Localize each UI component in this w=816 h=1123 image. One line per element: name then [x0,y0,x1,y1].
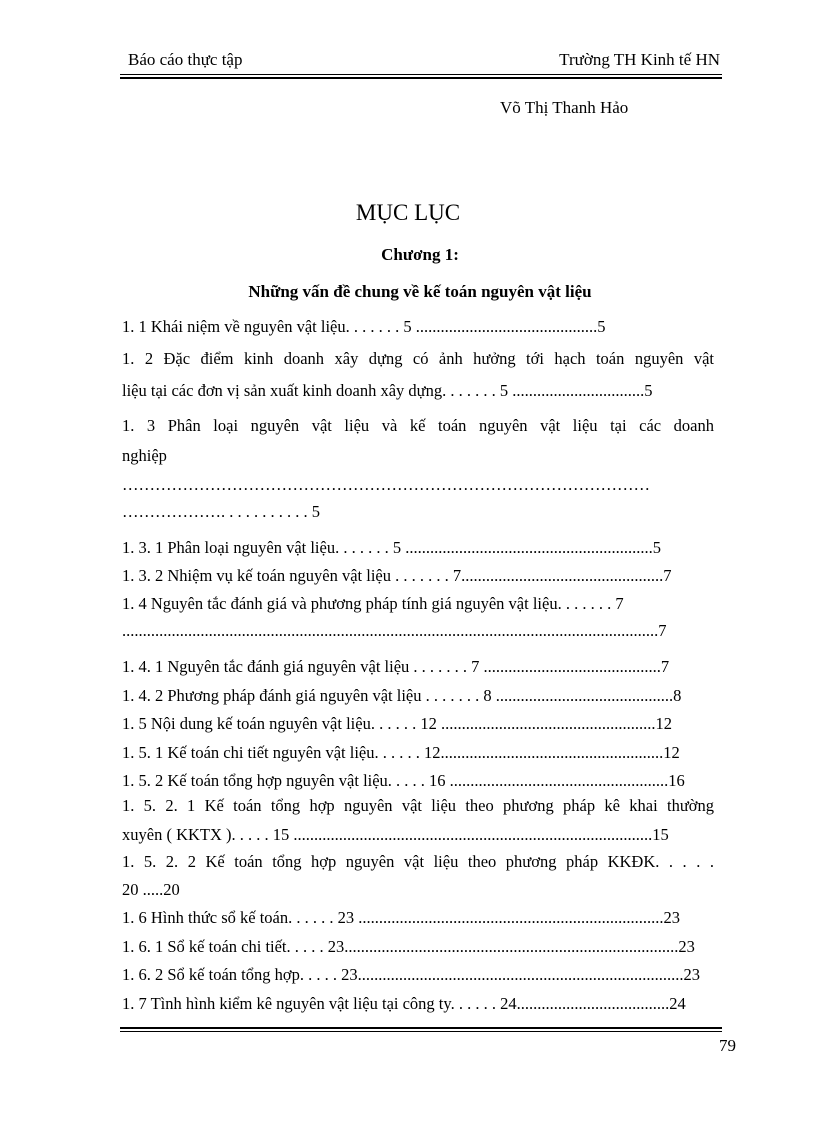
header-left: Báo cáo thực tập [128,50,243,69]
toc-entry: 1. 2 Đặc điểm kinh doanh xây dựng có ảnh hưởng tới hạch toán nguyên vật [122,349,714,368]
toc-entry: 1. 4 Nguyên tắc đánh giá và phương pháp tính giá nguyên vật liệu. . . . . . . 7 [122,594,624,613]
toc-entry: 1. 3. 2 Nhiệm vụ kế toán nguyên vật liệu . . . . . . . 7.................................................7 [122,566,672,585]
toc-entry: 1. 5. 2. 2 Kế toán tổng hợp nguyên vật liệu theo phương pháp KKĐK. . . . . [122,852,714,871]
toc-entry: 1. 7 Tình hình kiểm kê nguyên vật liệu tại công ty. . . . . . 24.....................................24 [122,994,686,1013]
toc-entry: 1. 5. 1 Kế toán chi tiết nguyên vật liệu. . . . . . 12......................................................12 [122,743,680,762]
toc-entry: 20 .....20 [122,880,180,899]
toc-entry: 1. 4. 1 Nguyên tắc đánh giá nguyên vật liệu . . . . . . . 7 ...........................................7 [122,657,670,676]
toc-entry: 1. 5. 2 Kế toán tổng hợp nguyên vật liệu. . . . . 16 .....................................................16 [122,771,685,790]
chapter-heading: Chương 1: [381,245,459,264]
toc-entry: 1. 4. 2 Phương pháp đánh giá nguyên vật liệu . . . . . . . 8 ...........................................8 [122,686,682,705]
toc-entry: 1. 3 Phân loại nguyên vật liệu và kế toán nguyên vật liệu tại các doanh [122,416,714,435]
toc-entry: ………………. . . . . . . . . . . 5 [122,502,320,521]
toc-entry: 1. 3. 1 Phân loại nguyên vật liệu. . . . . . . 5 ............................................................5 [122,538,661,557]
toc-entry: 1. 6. 2 Sổ kế toán tổng hợp. . . . . 23...............................................................................23 [122,965,700,984]
toc-entry: nghiệp [122,446,167,465]
toc-entry: 1. 5. 2. 1 Kế toán tổng hợp nguyên vật liệu theo phương pháp kê khai thường [122,796,714,815]
toc-entry: liệu tại các đơn vị sản xuất kinh doanh xây dựng. . . . . . . 5 ................................5 [122,381,653,400]
toc-entry: …………………………………………………………………………………… [122,475,650,494]
footer-rule [120,1031,722,1032]
page-number: 79 [719,1036,736,1055]
header-right: Trường TH Kinh tế HN [559,50,720,69]
author-name: Võ Thị Thanh Hảo [500,98,629,117]
toc-title: MỤC LỤC [355,200,461,225]
toc-entry: 1. 6 Hình thức sổ kế toán. . . . . . 23 ..........................................................................23 [122,908,681,927]
header-rule [120,74,722,75]
header-rule-thick [120,77,722,79]
toc-entry: 1. 6. 1 Sổ kế toán chi tiết. . . . . 23.................................................................................23 [122,937,695,956]
chapter-title: Những vấn đề chung về kế toán nguyên vật liệu [248,282,592,301]
footer-rule-thick [120,1027,722,1029]
toc-entry: ..................................................................................................................................7 [122,621,667,640]
toc-entry: xuyên ( KKTX ). . . . . 15 .......................................................................................15 [122,825,669,844]
toc-entry: 1. 5 Nội dung kế toán nguyên vật liệu. . . . . . 12 ....................................................12 [122,714,672,733]
toc-entry: 1. 1 Khái niệm về nguyên vật liệu. . . . . . . 5 ............................................5 [122,317,606,336]
